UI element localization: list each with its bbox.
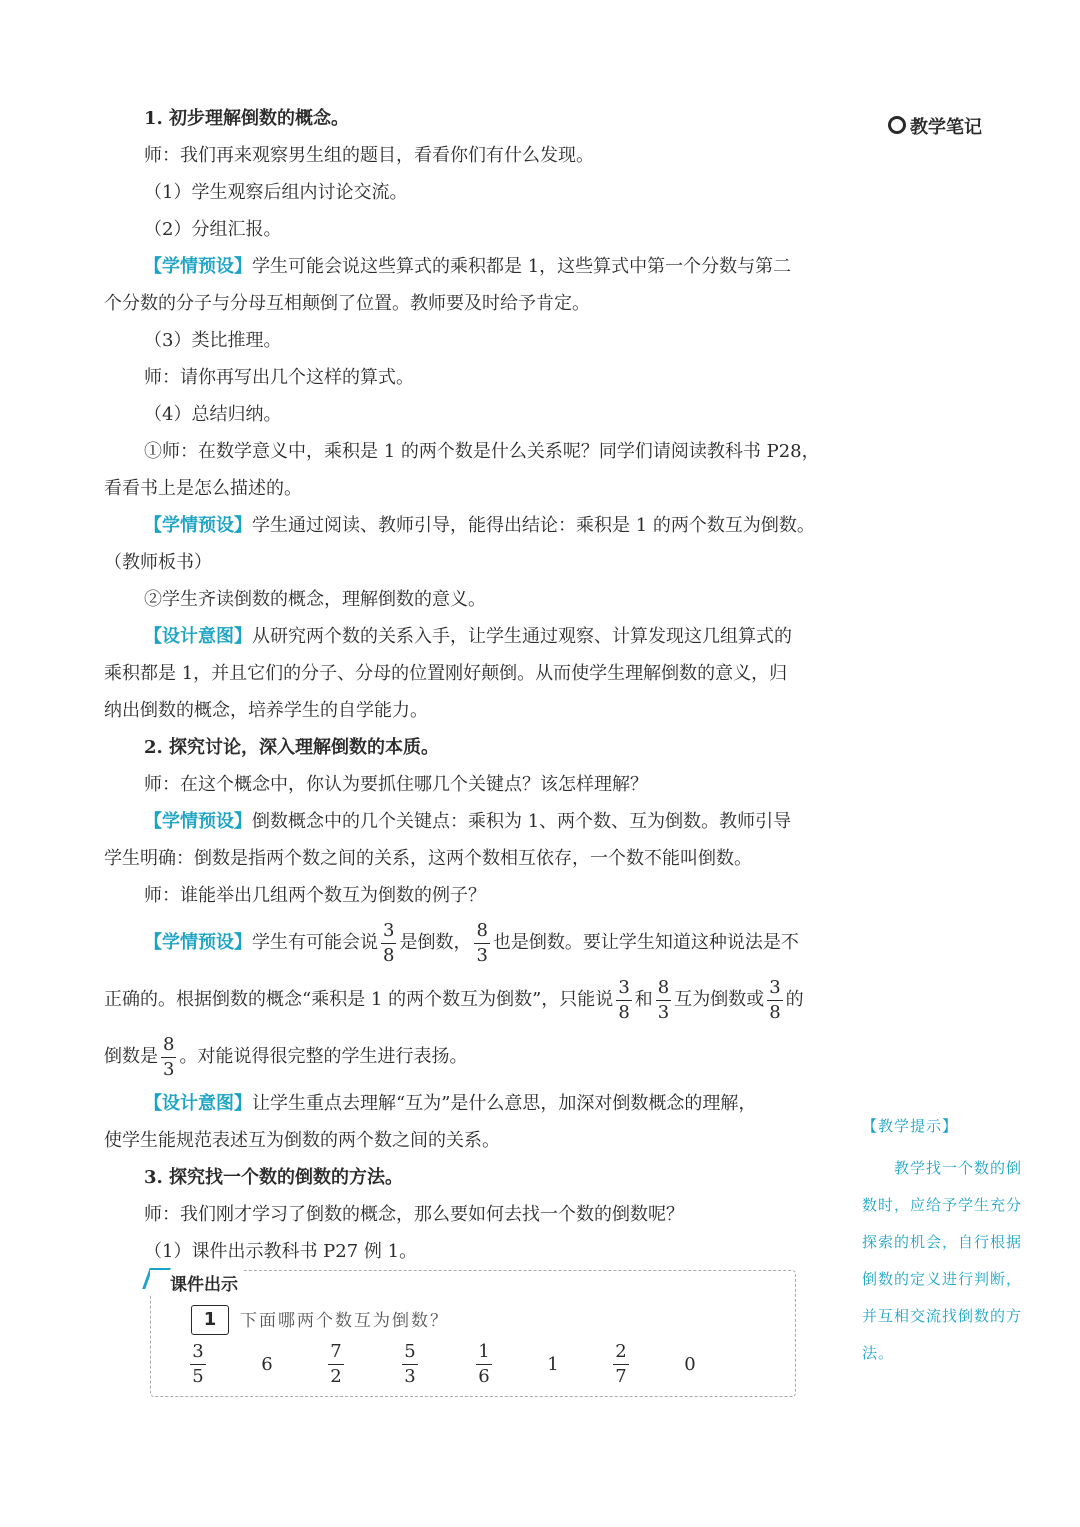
paragraph: 师：我们刚才学习了倒数的概念，那么要如何去找一个数的倒数呢？ [144, 1204, 684, 1225]
denominator: 3 [404, 1366, 416, 1387]
numerator: 7 [328, 1343, 343, 1365]
denominator: 6 [478, 1366, 490, 1387]
paragraph: 使学生能规范表述互为倒数的两个数之间的关系。 [104, 1130, 500, 1151]
denominator: 2 [330, 1366, 342, 1387]
denominator: 8 [618, 1001, 630, 1023]
fraction-8-3 [161, 1033, 176, 1080]
paragraph: 师：请你再写出几个这样的算式。 [144, 367, 414, 388]
paragraph: （3）类比推理。 [144, 330, 282, 351]
paragraph-text: 的 [785, 989, 804, 1010]
numerator: 3 [616, 979, 631, 1001]
number-item [606, 1343, 636, 1386]
paragraph [104, 507, 824, 544]
paragraph: 纳出倒数的概念，培养学生的自学能力。 [104, 700, 428, 721]
paragraph-text: 学生通过阅读、教师引导，能得出结论：乘积是 1 的两个数互为倒数。 [252, 515, 815, 536]
xueqing-tag: 【学情预设】 [144, 256, 252, 277]
paragraph: （4）总结归纳。 [144, 404, 282, 425]
paragraph: 师：在这个概念中，你认为要抓住哪几个关键点？该怎样理解？ [144, 774, 648, 795]
numerator: 3 [381, 922, 396, 944]
denominator: 3 [476, 944, 488, 966]
xueqing-tag: 【学情预设】 [144, 811, 252, 832]
paragraph: 个分数的分子与分母互相颠倒了位置。教师要及时给予肯定。 [104, 293, 590, 314]
section-heading-2: 2. 探究讨论，深入理解倒数的本质。 [144, 737, 440, 758]
paragraph-text: 和 [634, 989, 653, 1010]
numerator: 2 [613, 1343, 628, 1365]
number-item: 0 [684, 1354, 696, 1375]
paragraph-text: 倒数概念中的几个关键点：乘积为 1、两个数、互为倒数。教师引导 [252, 811, 792, 832]
paragraph: 师：我们再来观察男生组的题目，看看你们有什么发现。 [144, 145, 594, 166]
example-question: 下面哪两个数互为倒数？ [240, 1311, 449, 1331]
number-item: 6 [261, 1354, 273, 1375]
fraction-paragraph-line-1 [104, 914, 824, 971]
paragraph: （1）学生观察后组内讨论交流。 [144, 182, 408, 203]
paragraph-text: 让学生重点去理解“互为”是什么意思，加深对倒数概念的理解， [252, 1093, 757, 1114]
paragraph: 乘积都是 1，并且它们的分子、分母的位置刚好颠倒。从而使学生理解倒数的意义，归 [104, 663, 788, 684]
fraction-8-3 [656, 976, 671, 1023]
paragraph: （1）课件出示教科书 P27 例 1。 [144, 1241, 418, 1262]
paragraph: ①师：在数学意义中，乘积是 1 的两个数是什么关系呢？同学们请阅读教科书 P28， [144, 441, 820, 462]
paragraph-text: 正确的。根据倒数的概念“乘积是 1 的两个数互为倒数”，只能说 [104, 989, 614, 1010]
denominator: 7 [615, 1366, 627, 1387]
teaching-notes-heading [888, 113, 982, 139]
denominator: 8 [383, 944, 395, 966]
section-heading-1: 1. 初步理解倒数的概念。 [144, 108, 350, 129]
paragraph: 看看书上是怎么描述的。 [104, 478, 302, 499]
paragraph-text: 学生有可能会说 [252, 932, 378, 953]
notes-title: 教学笔记 [910, 117, 982, 138]
denominator: 3 [657, 1001, 670, 1023]
numerator: 8 [474, 922, 489, 944]
paragraph-text: 是倒数， [399, 932, 472, 953]
paragraph-text: 也是倒数。要让学生知道这种说法是不 [492, 932, 799, 953]
paragraph [104, 618, 824, 655]
denominator: 8 [769, 1001, 781, 1023]
numerator: 8 [161, 1036, 176, 1058]
example-number-badge: 1 [191, 1305, 229, 1335]
xueqing-tag: 【学情预设】 [144, 515, 252, 536]
paragraph-text: 倒数是 [104, 1046, 158, 1067]
fraction-3-8 [616, 976, 631, 1023]
paragraph: 学生明确：倒数是指两个数之间的关系，这两个数相互依存，一个数不能叫倒数。 [104, 848, 752, 869]
paragraph-text: 互为倒数或 [674, 989, 765, 1010]
paragraph: 师：谁能举出几组两个数互为倒数的例子？ [144, 885, 486, 906]
number-item [469, 1343, 499, 1386]
number-item [321, 1343, 351, 1386]
tip-title: 【教学提示】 [862, 1117, 959, 1135]
main-text [104, 100, 824, 1270]
numerator: 3 [767, 979, 782, 1001]
denominator: 5 [192, 1366, 204, 1387]
paragraph-text: 学生可能会说这些算式的乘积都是 1，这些算式中第一个分数与第二 [252, 256, 792, 277]
fraction-8-3 [474, 919, 489, 966]
notes-ring-icon [888, 116, 906, 134]
paragraph [104, 803, 824, 840]
numerator: 8 [656, 979, 671, 1001]
xueqing-tag: 【学情预设】 [144, 932, 252, 953]
paragraph: （教师板书） [104, 552, 212, 573]
numerator: 3 [190, 1343, 205, 1365]
number-item [183, 1343, 213, 1386]
fraction-paragraph-line-2 [104, 971, 824, 1028]
number-item: 1 [547, 1354, 559, 1375]
sheji-tag: 【设计意图】 [144, 1093, 252, 1114]
teaching-tip [862, 1115, 1022, 1372]
paragraph: ②学生齐读倒数的概念，理解倒数的意义。 [144, 589, 486, 610]
section-heading-3: 3. 探究找一个数的倒数的方法。 [144, 1167, 404, 1188]
sheji-tag: 【设计意图】 [144, 626, 252, 647]
paragraph: （2）分组汇报。 [144, 219, 282, 240]
courseware-label: 课件出示 [150, 1270, 244, 1295]
fraction-paragraph-line-3 [104, 1028, 824, 1085]
fraction-3-8 [381, 919, 396, 966]
paragraph-text: 从研究两个数的关系入手，让学生通过观察、计算发现这几组算式的 [252, 626, 792, 647]
denominator: 3 [163, 1058, 175, 1080]
tip-body: 教学找一个数的倒数时，应给予学生充分探索的机会，自行根据倒数的定义进行判断，并互相交流找倒数的方法。 [862, 1159, 1023, 1362]
number-item [395, 1343, 425, 1386]
numerator: 5 [402, 1343, 417, 1365]
paragraph-text: 。对能说得很完整的学生进行表扬。 [179, 1046, 468, 1067]
paragraph [104, 1085, 824, 1122]
numerator: 1 [476, 1343, 491, 1365]
paragraph [104, 248, 824, 285]
fraction-3-8 [767, 976, 782, 1023]
